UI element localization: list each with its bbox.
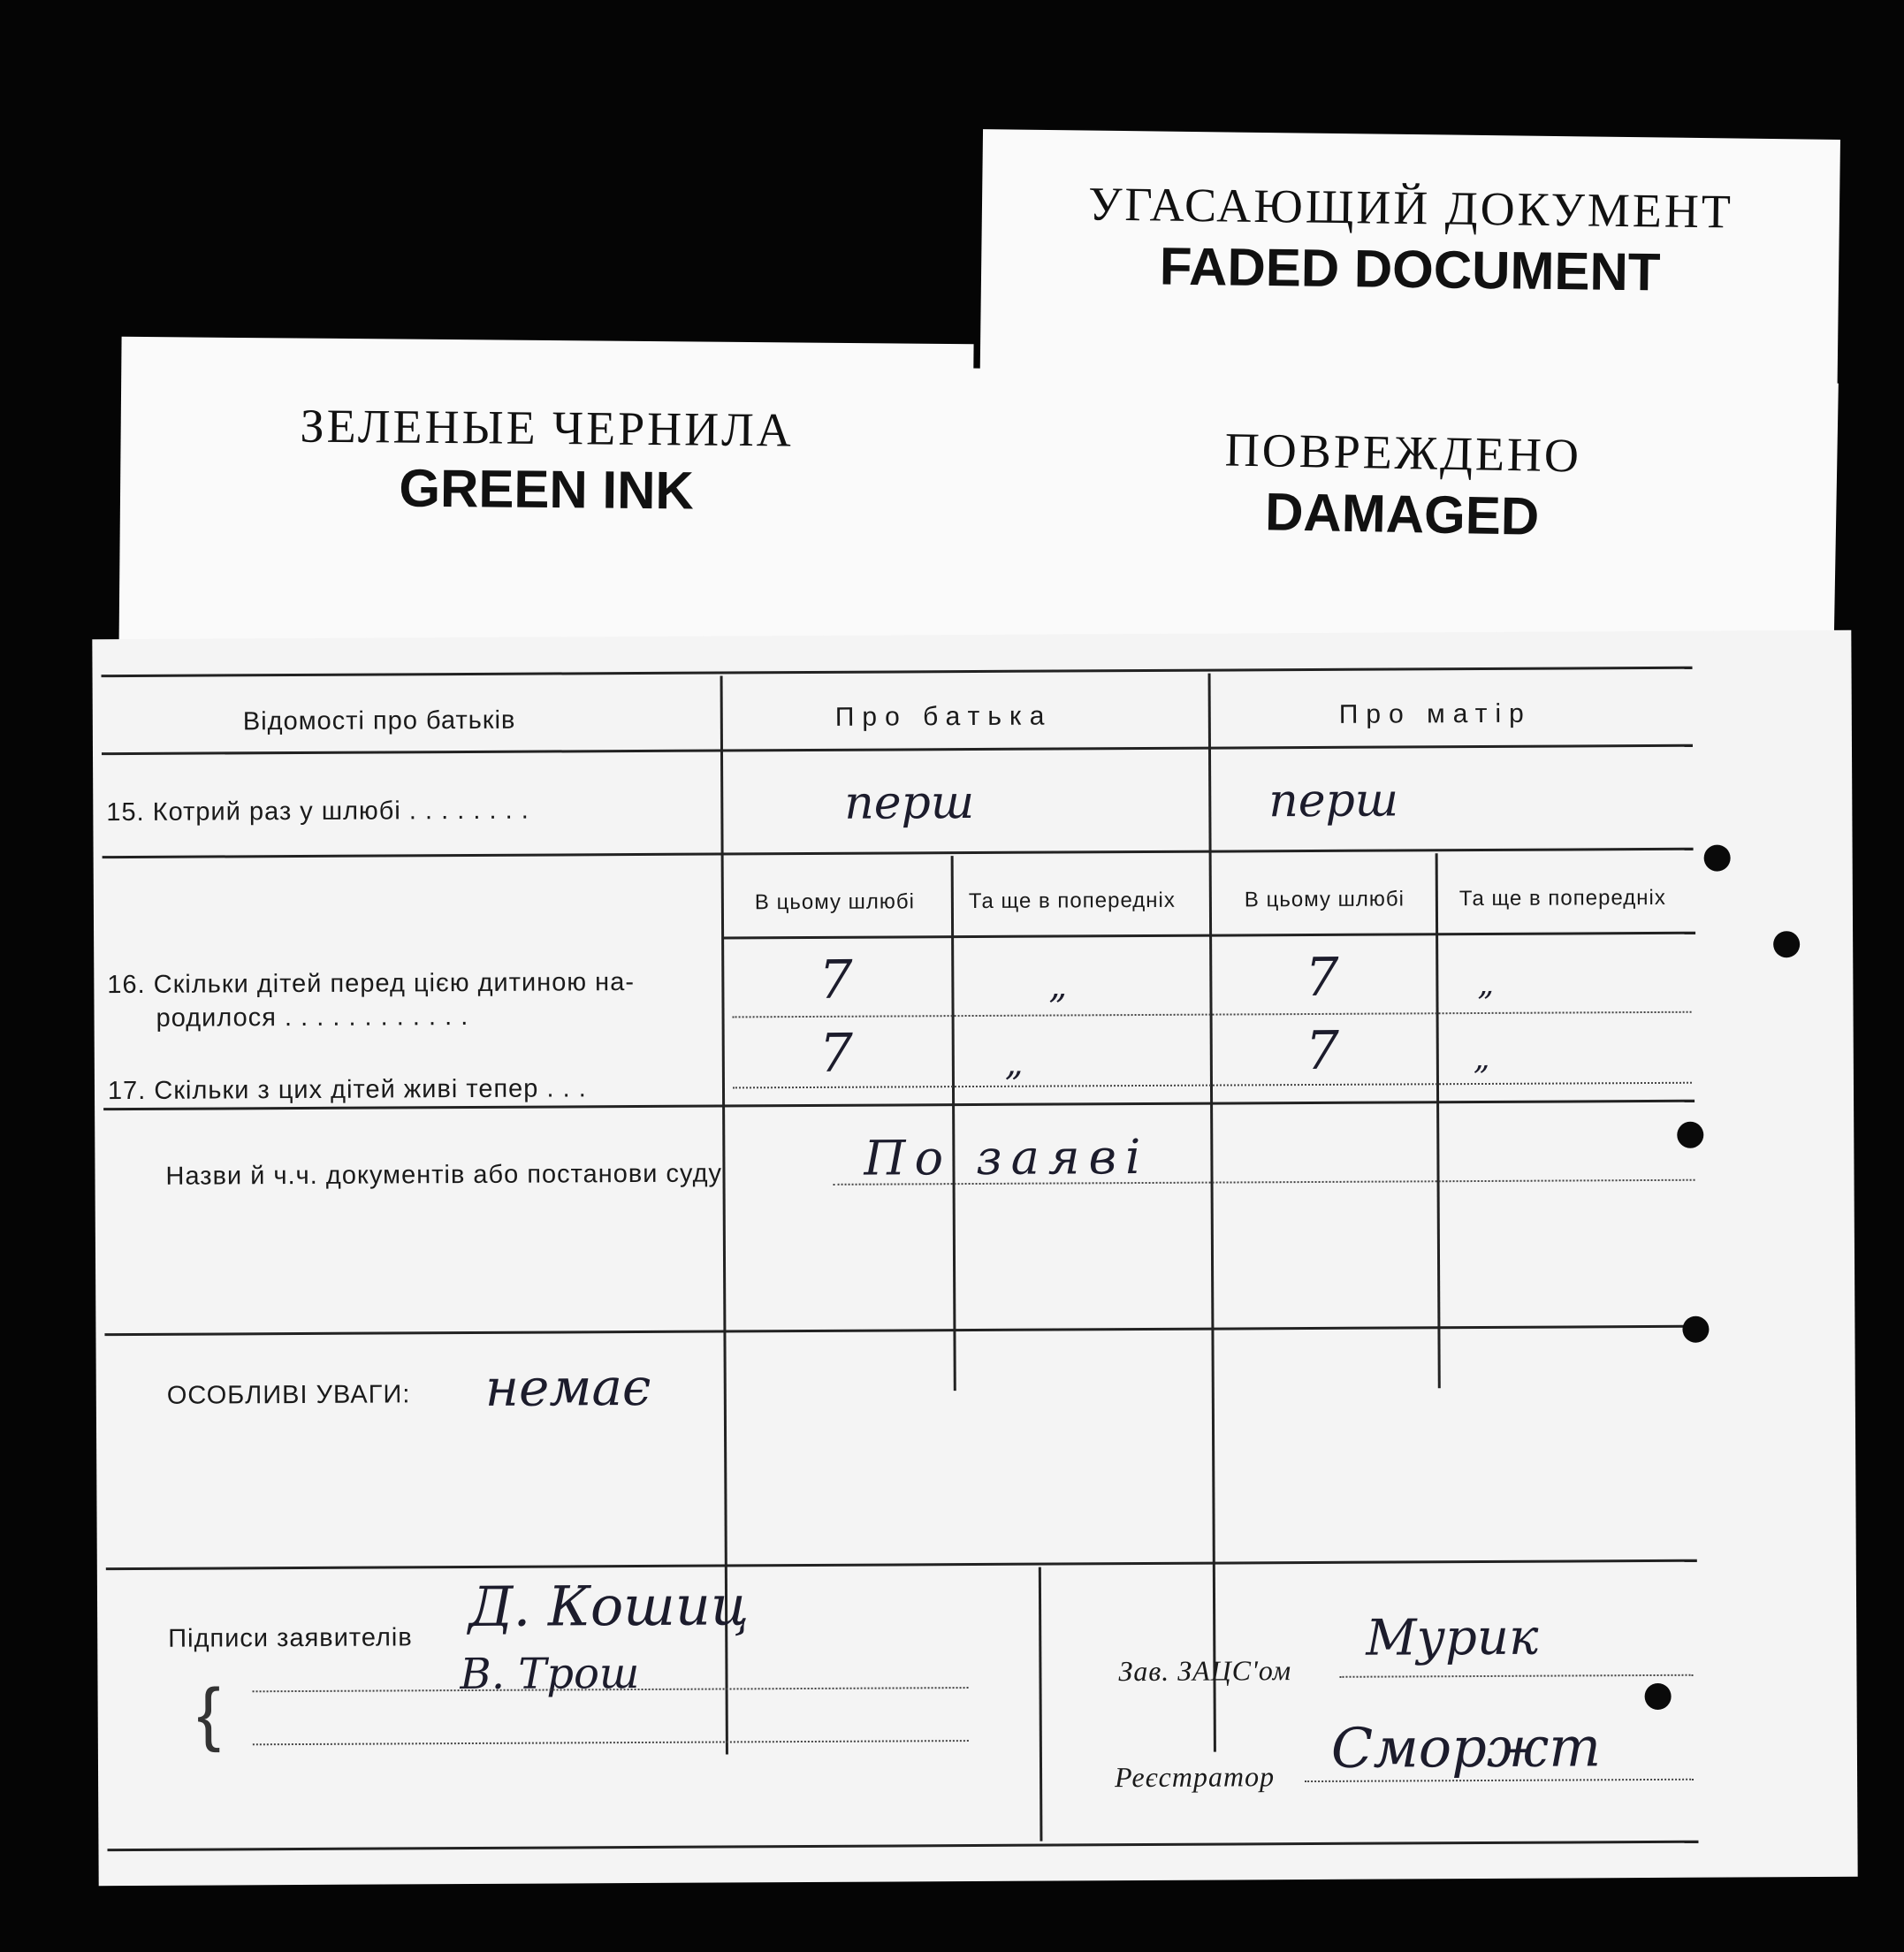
row15-mother-value: перш bbox=[1268, 774, 1399, 828]
row16-mother-prev: „ bbox=[1477, 965, 1495, 1003]
header-parents-info: Відомості про батьків bbox=[242, 705, 516, 736]
punch-hole bbox=[1773, 931, 1800, 957]
row15-father-value: перш bbox=[844, 775, 975, 830]
header-rule bbox=[102, 744, 1693, 755]
row15-rule bbox=[103, 848, 1694, 858]
registration-form bbox=[92, 630, 1857, 1886]
top-rule bbox=[102, 667, 1693, 677]
row16-label-line1: 16. Скільки дітей перед цією дитиною на- bbox=[107, 968, 636, 1000]
subhead-mother-previous: Та ще в попередніх bbox=[1458, 885, 1666, 911]
row17-mother-this: 7 bbox=[1305, 1019, 1340, 1083]
green-ink-label-en: GREEN INK bbox=[399, 458, 695, 521]
row16-label-line2: родилося . . . . . . . . . . . . bbox=[156, 1002, 469, 1033]
applicant-signature-line2 bbox=[253, 1740, 969, 1745]
registrar-signature: Сморжт bbox=[1330, 1714, 1602, 1780]
punch-hole bbox=[1704, 845, 1731, 872]
bottom-rule bbox=[107, 1841, 1698, 1851]
head-signature: Мурик bbox=[1366, 1608, 1539, 1667]
subhead-father-this: В цьому шлюбі bbox=[754, 889, 916, 915]
subhead-father-previous: Та ще в попередніх bbox=[968, 888, 1176, 914]
remarks-rule bbox=[106, 1559, 1697, 1570]
registrar-label: Реєстратор bbox=[1114, 1760, 1276, 1794]
faded-label-en: FADED DOCUMENT bbox=[1159, 236, 1661, 302]
punch-hole bbox=[1677, 1122, 1703, 1148]
documents-value: По заяві bbox=[864, 1128, 1150, 1186]
subhead-mother-this: В цьому шлюбі bbox=[1244, 887, 1405, 912]
documents-label: Назви й ч.ч. документів або постанови суду bbox=[165, 1159, 723, 1191]
signature-brace: { bbox=[196, 1674, 222, 1753]
green-ink-label-ru: ЗЕЛЕНЫЕ ЧЕРНИЛА bbox=[300, 399, 795, 457]
row16-mother-this: 7 bbox=[1305, 946, 1339, 1010]
row15-label: 15. Котрий раз у шлюбі . . . . . . . . bbox=[106, 796, 529, 827]
damaged-label-en: DAMAGED bbox=[1264, 482, 1540, 546]
remarks-label: ОСОБЛИВІ УВАГИ: bbox=[166, 1380, 411, 1410]
remarks-value: немає bbox=[484, 1356, 651, 1418]
green-ink-label bbox=[118, 337, 973, 662]
divider-mother bbox=[1208, 674, 1216, 1752]
row16-father-prev: „ bbox=[1048, 965, 1068, 1007]
faded-label-ru: УГАСАЮЩИЙ ДОКУМЕНТ bbox=[1087, 177, 1734, 239]
header-about-father: Про батька bbox=[834, 701, 1053, 732]
row17-label: 17. Скільки з цих дітей живі тепер . . . bbox=[107, 1074, 587, 1106]
header-about-mother: Про матір bbox=[1338, 698, 1532, 729]
punch-hole bbox=[1682, 1316, 1709, 1343]
head-label: Зав. ЗАЦС'ом bbox=[1118, 1654, 1292, 1688]
punch-hole bbox=[1645, 1683, 1672, 1710]
documents-rule bbox=[104, 1325, 1695, 1336]
applicant1-signature: Д. Кошиц bbox=[468, 1573, 750, 1640]
damaged-label-ru: ПОВРЕЖДЕНО bbox=[1224, 423, 1582, 483]
signature-divider bbox=[1039, 1567, 1043, 1841]
row16-father-this: 7 bbox=[819, 949, 853, 1011]
row17-father-prev: „ bbox=[1004, 1042, 1024, 1084]
row17-mother-prev: „ bbox=[1473, 1040, 1490, 1078]
applicants-signature-label: Підписи заявителів bbox=[168, 1623, 413, 1653]
head-signature-line bbox=[1339, 1674, 1693, 1678]
applicant2-signature: В. Трош bbox=[460, 1648, 640, 1700]
row17-father-this: 7 bbox=[819, 1022, 854, 1085]
